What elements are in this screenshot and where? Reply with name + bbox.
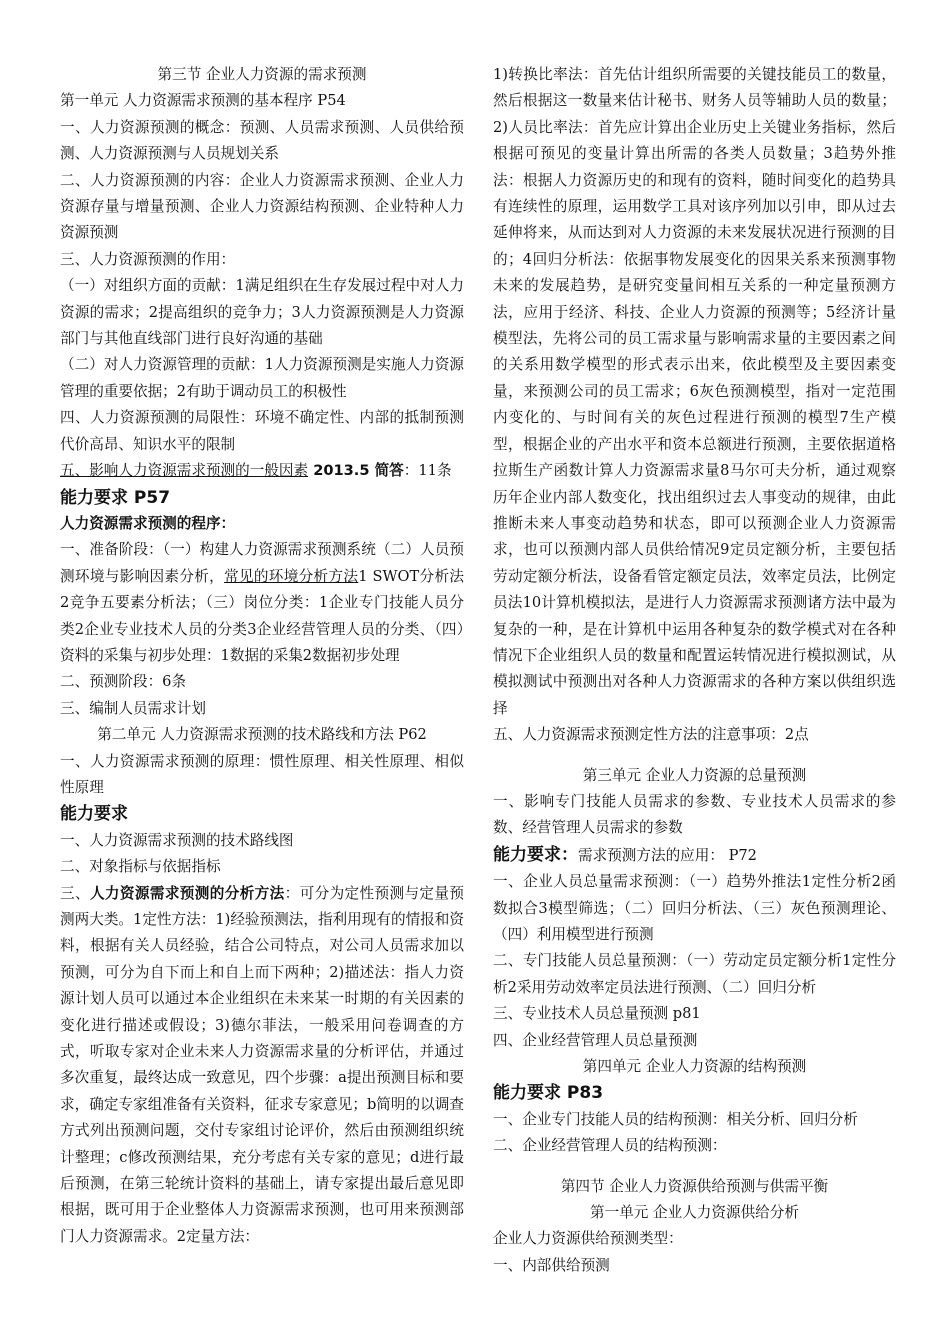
bold-text: 2013.5 简答 [308,462,404,480]
heading: 能力要求： [493,844,578,865]
text: ：可分为定性预测与定量预测两大类。1定性方法：1)经验预测法，指利用现有的情报和资料，根据有关人员经验，结合公司特点，对公司人员需求加以预测，可分为自下而上和自上而下两种；2)描述法：指人力资源计划人员可以通过本企业组织在未来某一时期的有关因素的变化进行描述或假设；3)德尔菲法，一般采用问卷调查的方式，听取专家对企业未来人力资源需求量的分析评估，并通过多次重复，最终达成一致意见，四个步骤：a提出预测目标和要求，确定专家组准备有关资料，征求专家意见；b简明的以调查方式列出预测问题，交付专家组讨论评价，然后由预测组织统计整理；c修改预测结果，充分考虑有关专家的意见；d进行最后预测，在第三轮统计资料的基础上，请专家提出最后意见即根据，既可用于企业整体人力资源需求预测，也可用来预测部门人力资源需求。2定量方法： [60,884,464,1245]
paragraph: 一、人力资源需求预测的技术路线图 [60,831,294,849]
section-title: 第四节 企业人力资源供给预测与供需平衡 [560,1177,829,1195]
unit-title: 第一单元 企业人力资源供给分析 [590,1204,799,1222]
unit-title: 第二单元 人力资源需求预测的技术路线和方法 P62 [97,726,427,744]
text: 一、准备阶段：（一）构建人力资源需求预测系统（二）人员预测环境与影响因素分析， [60,541,464,585]
text: ：11条 [403,462,452,480]
paragraph: 一、人力资源需求预测的原理：惯性原理、相关性原理、相似性原理 [60,752,464,796]
subheading: 人力资源需求预测的程序： [60,514,236,532]
paragraph [60,881,464,1251]
paragraph: （二）对人力资源管理的贡献：1人力资源预测是实施人力资源管理的重要依据；2有助于调动员工的积极性 [60,356,464,400]
paragraph [60,537,464,669]
paragraph: 五、人力资源需求预测定性方法的注意事项：2点 [493,726,809,744]
paragraph: 三、人力资源预测的作用： [60,250,236,268]
paragraph: （一）对组织方面的贡献：1满足组织在生存发展过程中对人力资源的需求；2提高组织的竞争力；3人力资源预测是人力资源部门与其他直线部门进行良好沟通的基础 [60,277,464,348]
paragraph: 1)转换比率法：首先估计组织所需要的关键技能员工的数量，然后根据这一数量来估计秘书、财务人员等辅助人员的数量；2)人员比率法：首先应计算出企业历史上关键业务指标，然后根据可预见的变量计算出所需的各类人员数量；3趋势外推法：根据人力资源历史的和现有的资料，随时间变化的趋势具有连续性的原理，运用数学工具对该序列加以引申，即从过去延伸将来，从而达到对人力资源的未来发展状况进行预测的目的；4回归分析法：依据事物发展变化的因果关系来预测事物未来的发展趋势，是研究变量间相互关系的一种定量预测方法，应用于经济、科技、企业人力资源的预测等；5经济计量模型法，先将公司的员工需求量与影响需求量的主要因素之间的关系用数学模型的形式表示出来，依此模型及主要因素变量，来预测公司的员工需求；6灰色预测模型，指对一定范围内变化的、与时间有关的灰色过程进行预测的模型7生产模型，根据企业的产出水平和资本总额进行预测，主要依据道格拉斯生产函数计算人力资源需求量8马尔可夫分析，通过观察历年企业内部人数变化，找出组织过去人事变动的规律，由此推断未来人事变动趋势和状态，即可以预测企业人力资源需求，也可以预测内部人员供给情况9定员定额分析，主要包括劳动定额分析法，设备看管定额定员法，效率定员法，比例定员法10计算机模拟法，是进行人力资源需求预测诸方法中最为复杂的一种，是在计算机中运用各种复杂的数学模式对在各种情况下企业组织人员的数量和配置运转情况进行模拟测试，从模拟测试中预测出对各种人力资源需求的各种方案以供组织选择 [493,66,896,717]
heading: 能力要求 [60,804,128,825]
paragraph: 二、企业经营管理人员的结构预测： [493,1137,727,1155]
paragraph: 一、企业人员总量需求预测：（一）趋势外推法1定性分析2函数拟合3模型筛选；（二）回归分析法、（三）灰色预测理论、（四）利用模型进行预测 [493,873,896,943]
paragraph: 四、人力资源预测的局限性：环境不确定性、内部的抵制预测代价高昂、知识水平的限制 [60,409,464,453]
paragraph [493,842,896,869]
bold-text: 人力资源需求预测的分析方法 [89,884,285,902]
heading: 能力要求 P57 [60,487,171,508]
text: 三、 [60,884,90,902]
paragraph: 二、人力资源预测的内容：企业人力资源需求预测、企业人力资源存量与增量预测、企业人力资源结构预测、企业特种人力资源预测 [60,171,464,242]
spacer [493,749,896,763]
heading: 能力要求 P83 [493,1083,604,1104]
paragraph [60,458,464,484]
paragraph: 三、编制人员需求计划 [60,699,206,717]
right-column [493,62,896,1279]
spacer [493,1160,896,1174]
paragraph: 三、专业技术人员总量预测 p81 [493,1005,701,1023]
paragraph: 二、对象指标与依据指标 [60,858,221,876]
underlined-text: 常见的环境分析方法 [224,567,359,585]
paragraph: 二、预测阶段：6条 [60,673,187,691]
paragraph: 二、专门技能人员总量预测：（一）劳动定员定额分析1定性分析2采用劳动效率定员法进行预测、（二）回归分析 [493,952,896,996]
section-title: 第三节 企业人力资源的需求预测 [157,66,367,83]
text: 1 SWOT分析法2竞争五要素分析法；（三）岗位分类：1企业专门技能人员分类2企业专业技术人员的分类3企业经营管理人员的分类、（四）资料的采集与初步处理：1数据的采集2数据初步处理 [60,567,464,664]
paragraph: 企业人力资源供给预测类型： [493,1230,683,1248]
paragraph: 一、内部供给预测 [493,1256,610,1274]
text: 需求预测方法的应用： P72 [578,846,757,864]
unit-title: 第三单元 企业人力资源的总量预测 [582,766,807,784]
underlined-text: 五、影响人力资源需求预测的一般因素 [60,462,309,480]
paragraph: 一、影响专门技能人员需求的参数、专业技术人员需求的参数、经营管理人员需求的参数 [493,792,896,837]
unit-title: 第一单元 人力资源需求预测的基本程序 P54 [60,92,346,110]
left-column [60,62,464,1250]
unit-title: 第四单元 企业人力资源的结构预测 [582,1058,807,1076]
paragraph: 一、企业专门技能人员的结构预测：相关分析、回归分析 [493,1110,858,1128]
paragraph: 四、企业经营管理人员总量预测 [493,1031,698,1049]
paragraph: 一、人力资源预测的概念：预测、人员需求预测、人员供给预测、人力资源预测与人员规划关系 [60,118,464,163]
